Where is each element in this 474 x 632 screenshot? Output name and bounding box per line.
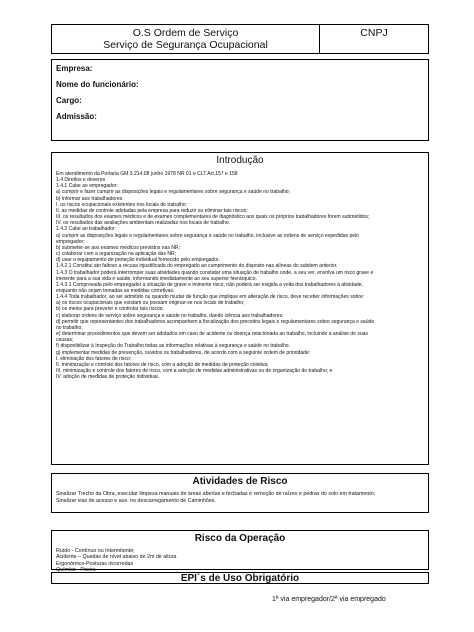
atividades-title: Atividades de Risco xyxy=(192,476,288,487)
funcionario-label: Nome do funcionário: xyxy=(56,80,139,89)
introducao-title: Introdução xyxy=(216,155,264,166)
operacao-content xyxy=(52,545,428,573)
atividades-line: Sinalizar Trecho da Obra, executar limpeza manuais de áreas abertas e fechadas e remoção de raízes e pedras do solo em tratamento; xyxy=(56,491,376,497)
introducao-section xyxy=(51,152,429,465)
introducao-line: no trabalho; xyxy=(56,324,83,331)
atividades-section xyxy=(51,473,429,513)
cnpj-label: CNPJ xyxy=(360,27,388,39)
introducao-line: enquanto não sejam tomadas as medidas corretivas. xyxy=(56,287,175,294)
introducao-line: III. os resultados dos exames médicos e de exames complementares de diagnóstico aos quais os próprios trabalhadores forem submetidos; xyxy=(56,214,370,221)
introducao-content xyxy=(52,167,428,380)
introducao-line: I. os riscos ocupacionais existentes nos locais de trabalho; xyxy=(56,201,188,208)
introducao-line: g) implementar medidas de prevenção, ouvidos os trabalhadores, de acordo com a seguinte ordem de prioridade: xyxy=(56,349,311,356)
operacao-line: Químico - Poeira xyxy=(56,566,96,573)
introducao-line: causas; xyxy=(56,337,74,344)
admissao-label: Admissão: xyxy=(56,112,97,121)
introducao-line: c) colaborar com a organização na aplicação das NR; xyxy=(56,251,177,258)
introducao-line: b) os meios para prevenir e controlar tais riscos; xyxy=(56,306,164,313)
introducao-line: e) determinar procedimentos que devem ser adotados em caso de acidente ou doença relacionada ao trabalho, incluindo a análise de suas xyxy=(56,331,368,338)
epi-title: EPI`s de Uso Obrigatório xyxy=(180,573,300,584)
introducao-line: iminente para a sua vida e saúde, informando imediatamente ao seu superior hierárquico. xyxy=(56,275,257,282)
operacao-line: Ergonômico-Posturas incorredas xyxy=(56,560,134,567)
atividades-content xyxy=(52,488,428,505)
introducao-line: 1.4.1 Cabe ao empregador: xyxy=(56,183,118,190)
introducao-line: II. minimização e controle dos fatores de risco, com a adoção de medidas de proteção coletiva; xyxy=(56,361,269,368)
introducao-line: d) permitir que representantes dos trabalhadores acompanhem a fiscalização dos preceitos legais e regulamentares sobre segurança e saúde xyxy=(56,318,375,325)
operacao-line: Ruído - Contínuo ou Intermitente; xyxy=(56,548,135,554)
footer-via-note: 1ª via empregador/2ª via empregado xyxy=(272,596,386,603)
introducao-line: b) informar aos trabalhadores: xyxy=(56,195,124,202)
introducao-line: 1.4.2.1 Constitui ato faltoso a recusa injustificada do empregado ao cumprimento do disposto nas alíneas do subitem anterior. xyxy=(56,263,338,270)
introducao-line: empregador; xyxy=(56,238,85,245)
introducao-line: a) cumprir e fazer cumprir as disposições legais e regulamentares sobre segurança e saúde no trabalho; xyxy=(56,189,290,196)
employee-info-box xyxy=(51,59,429,141)
introducao-line: 1.4 Direitos e deveres xyxy=(56,177,106,184)
cargo-label: Cargo: xyxy=(56,96,82,105)
operacao-title: Risco da Operação xyxy=(194,533,286,544)
introducao-line: f) disponibilizar à Inspeção do Trabalho todas as informações relativas à segurança e saúde no trabalho. xyxy=(56,343,290,350)
introducao-line: Em atendimento da Portaria GM 3.214.08 junho 1978 NR 01 e CLT Art.157 e 158 xyxy=(56,171,238,177)
operacao-line: Acidente – Quedas de nível abaixo de 2m de altura xyxy=(56,554,177,561)
header-title-cell xyxy=(52,25,320,53)
document-header xyxy=(51,24,429,54)
introducao-line: a) cumprir as disposições legais e regulamentares sobre segurança e saúde no trabalho, inclusive as ordens de serviço expedidas pelo xyxy=(56,232,359,239)
introducao-line: b) submeter-se aos exames médicos previstos nas NR; xyxy=(56,244,180,251)
introducao-line: IV. os resultados das avaliações ambientais realizadas nos locais de trabalho. xyxy=(56,220,231,227)
introducao-line: 1.4.2 Cabe ao trabalhador: xyxy=(56,226,117,233)
introducao-line: IV. adoção de medidas de proteção individual. xyxy=(56,374,160,381)
operacao-section xyxy=(51,530,429,573)
introducao-line: 1.4.3.1 Comprovada pelo empregador a situação de grave e iminente risco, não poderá ser exigida a volta dos trabalhadores à atividade, xyxy=(56,281,363,288)
introducao-line: d) usar o equipamento de proteção individual fornecido pelo empregador. xyxy=(56,257,220,264)
introducao-line: III. minimização e controle dos fatores de risco, com a adoção de medidas administrativas ou de organização do trabalho; e xyxy=(56,368,333,374)
atividades-line: Sinalizar vias de acesso e aux. no descarregamento de Caminhões. xyxy=(56,498,216,504)
empresa-label: Empresa: xyxy=(56,64,93,73)
epi-section xyxy=(51,572,429,584)
introducao-line: 1.4.3 O trabalhador poderá interromper suas atividades quando constatar uma situação de trabalho onde, a seu ver, envolva um risco grave e xyxy=(56,269,374,276)
introducao-line: 1.4.4 Toda trabalhador, ao ser admitido ou quando mudar de função que implique em alteração de risco, deve receber informações sobre: xyxy=(56,294,365,301)
introducao-line: c) elaborar ordens de serviço sobre segurança e saúde no trabalho, dando ciência aos trabalhadores; xyxy=(56,312,284,319)
header-title: O.S Ordem de Serviço xyxy=(132,27,239,39)
header-subtitle: Serviço de Segurança Ocupacional xyxy=(103,39,268,51)
introducao-line: a) os riscos ocupacionais que existam ou possam originar-se nos locais de trabalho; xyxy=(56,300,245,307)
introducao-line: I. eliminação dos fatores de risco; xyxy=(56,355,132,362)
introducao-line: II. as medidas de controle adotadas pela empresa para reduzir ou eliminar tais riscos; xyxy=(56,207,248,214)
